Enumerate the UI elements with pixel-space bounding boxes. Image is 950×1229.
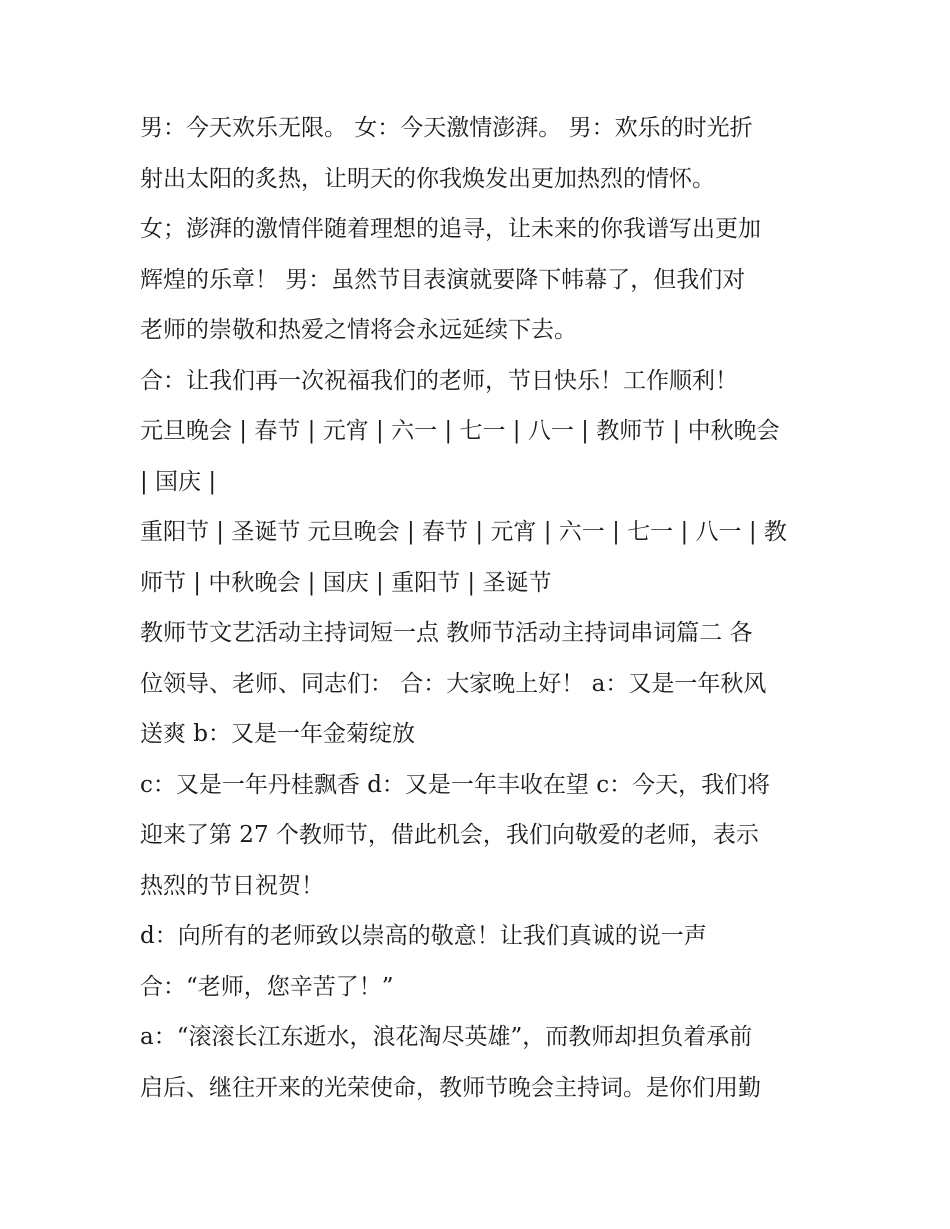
paragraph-2 bbox=[140, 204, 820, 356]
text-line: 女；澎湃的激情伴随着理想的追寻，让未来的你我谱写出更加 bbox=[140, 216, 761, 242]
paragraph-8 bbox=[140, 911, 820, 962]
paragraph-6 bbox=[140, 608, 820, 760]
text-line: 辉煌的乐章！ 男：虽然节目表演就要降下帏幕了，但我们对 bbox=[140, 266, 746, 293]
text-line: 位领导、老师、同志们： 合：大家晚上好！ a：又是一年秋风 bbox=[140, 670, 767, 697]
paragraph-1 bbox=[140, 103, 820, 204]
text-line: 送爽 b：又是一年金菊绽放 bbox=[140, 721, 416, 747]
text-line: 重阳节 | 圣诞节 元旦晚会 | 春节 | 元宵 | 六一 | 七一 | 八一 | 教 bbox=[140, 519, 787, 545]
text-line: 教师节文艺活动主持词短一点 教师节活动主持词串词篇二 各 bbox=[140, 620, 753, 646]
text-line: 热烈的节日祝贺！ bbox=[140, 872, 324, 899]
document-body bbox=[140, 103, 820, 1113]
paragraph-3 bbox=[140, 356, 820, 407]
text-line: | 国庆 | bbox=[140, 468, 217, 495]
text-line: 射出太阳的炙热，让明天的你我焕发出更加热烈的情怀。 bbox=[140, 165, 715, 192]
paragraph-7 bbox=[140, 760, 820, 912]
text-line: 老师的崇敬和热爱之情将会永远延续下去。 bbox=[140, 317, 577, 343]
text-line: d：向所有的老师致以崇高的敬意！让我们真诚的说一声 bbox=[140, 923, 707, 949]
paragraph-9 bbox=[140, 962, 820, 1013]
text-line: 迎来了第 27 个教师节，借此机会，我们向敬爱的老师，表示 bbox=[140, 822, 759, 848]
text-line: 元旦晚会 | 春节 | 元宵 | 六一 | 七一 | 八一 | 教师节 | 中秋晚会 bbox=[140, 418, 780, 444]
text-line: 合：“老师，您辛苦了！” bbox=[140, 973, 394, 1000]
paragraph-5 bbox=[140, 507, 820, 608]
text-line: 启后、继往开来的光荣使命，教师节晚会主持词。是你们用勤 bbox=[140, 1074, 761, 1101]
paragraph-4 bbox=[140, 406, 820, 507]
text-line: 男：今天欢乐无限。 女：今天激情澎湃。 男：欢乐的时光折 bbox=[140, 115, 753, 141]
text-line: 师节 | 中秋晚会 | 国庆 | 重阳节 | 圣诞节 bbox=[140, 569, 552, 596]
text-line: 合：让我们再一次祝福我们的老师，节日快乐！工作顺利！ bbox=[140, 367, 738, 394]
text-line: c：又是一年丹桂飘香 d：又是一年丰收在望 c：今天，我们将 bbox=[140, 771, 771, 798]
paragraph-10 bbox=[140, 1012, 820, 1113]
text-line: a：“滚滚长江东逝水，浪花淘尽英雄”，而教师却担负着承前 bbox=[140, 1024, 753, 1050]
